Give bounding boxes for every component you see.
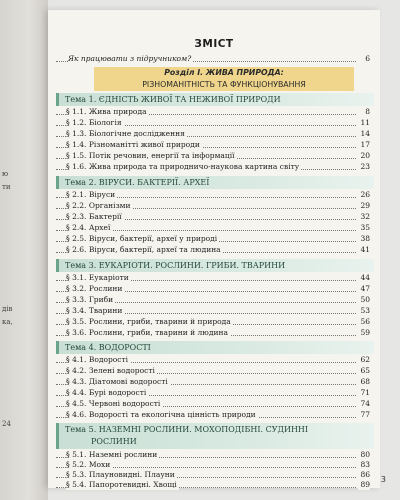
toc-entry[interactable]: § 3.3. Гриби 50 [56,295,370,305]
section-title: Розділ І. ЖИВА ПРИРОДА: [164,68,284,77]
topic-heading[interactable]: Тема 2. ВІРУСИ. БАКТЕРІЇ. АРХЕЇ [56,176,374,189]
page-title: ЗМІСТ [194,38,234,50]
section-subtitle: РІЗНОМАНІТНІСТЬ ТА ФУНКЦІОНУВАННЯ [142,80,306,89]
toc-entry[interactable]: § 4.4. Бурі водорості 71 [56,388,370,398]
toc-entry[interactable]: § 1.2. Біологія 11 [56,118,370,128]
topic-title-continued: РОСЛИНИ [91,437,137,446]
toc-entry[interactable]: § 3.6. Рослини, гриби, тварини й людина 59 [56,328,370,338]
topic-heading[interactable]: Тема 3. ЕУКАРІОТИ. РОСЛИНИ. ГРИБИ. ТВАРИНИ [56,259,374,272]
toc-entry[interactable]: § 4.2. Зелені водорості 65 [56,366,370,376]
toc-entry[interactable]: § 1.5. Потік речовин, енергії та інформації 20 [56,151,370,161]
topic-heading[interactable] [56,423,374,449]
gutter-text: дів [2,305,13,313]
toc-entry[interactable]: § 2.3. Бактерії 32 [56,212,370,222]
toc-entry[interactable]: § 1.3. Біологічне дослідження 14 [56,129,370,139]
toc-entry[interactable]: § 2.5. Віруси, бактерії, археї у природі 38 [56,234,370,244]
toc-entry[interactable]: § 3.5. Рослини, гриби, тварини й природа 56 [56,317,370,327]
toc-intro[interactable] [56,54,370,64]
toc-entry[interactable]: § 2.4. Археї 35 [56,223,370,233]
toc-entry[interactable]: § 3.4. Тварини 53 [56,306,370,316]
toc-entry[interactable]: § 5.4. Папоротевидні. Хвощі 89 [56,480,370,490]
toc-entry[interactable]: § 2.6. Віруси, бактерії, археї та людина 41 [56,245,370,255]
toc-entry[interactable]: § 4.6. Водорості та екологічна цінність природи 77 [56,410,370,420]
toc-entry[interactable]: § 4.1. Водорості 62 [56,355,370,365]
contents-page [48,10,380,488]
gutter-text: ка, [2,318,13,326]
toc-intro-label: Як працювати з підручником? [68,54,192,63]
toc-entry[interactable]: § 4.3. Діатомові водорості 68 [56,377,370,387]
book-gutter [0,0,48,500]
toc-entry[interactable]: § 4.5. Червоні водорості 74 [56,399,370,409]
topic-heading[interactable]: Тема 4. ВОДОРОСТІ [56,341,374,354]
toc-intro-page: 6 [365,54,370,63]
page-number: 3 [380,475,386,484]
topic-title: Тема 5. НАЗЕМНІ РОСЛИНИ. МОХОПОДІБНІ. СУДИННІ [65,425,309,434]
toc-entry[interactable]: § 1.4. Різноманітті живої природи 17 [56,140,370,150]
toc-entry[interactable]: § 5.2. Мохи 83 [56,460,370,470]
toc-entry[interactable]: § 3.2. Рослини 47 [56,284,370,294]
toc-entry[interactable]: § 2.2. Організми 29 [56,201,370,211]
toc-entry[interactable]: § 1.6. Жива природа та природничо-наукова картина світу 23 [56,162,370,172]
toc-entry[interactable]: § 5.1. Наземні рослини 80 [56,450,370,460]
toc-entry[interactable]: § 1.1. Жива природа 8 [56,107,370,117]
toc-entry[interactable]: § 3.1. Еукаріоти 44 [56,273,370,283]
toc-entry[interactable]: § 5.3. Плауновидні. Плауни 86 [56,470,370,480]
topic-heading[interactable]: Тема 1. ЄДНІСТЬ ЖИВОЇ ТА НЕЖИВОЇ ПРИРОДИ [56,93,374,106]
gutter-text: 24 [2,420,11,428]
section-heading [94,67,354,91]
toc-entry[interactable]: § 2.1. Віруси 26 [56,190,370,200]
gutter-text: ти [2,183,11,191]
gutter-text: ю [2,170,9,178]
